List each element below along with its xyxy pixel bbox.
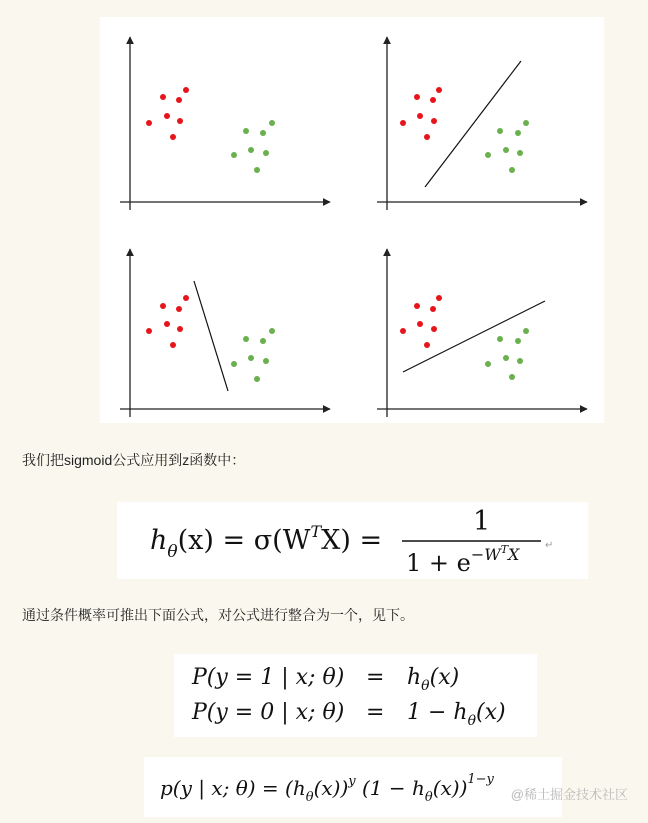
red-points — [400, 87, 442, 140]
f3-d: (x)) — [432, 776, 468, 800]
svg-text:1 + e−WTX — [406, 543, 520, 577]
formula-conditional-svg — [174, 654, 537, 737]
svg-text:p(y | x; θ) = (hθ(x))y (1 − hθ — [160, 772, 495, 805]
paragraph-sigmoid: 我们把sigmoid公式应用到z函数中： — [22, 452, 246, 468]
green-points — [231, 328, 275, 382]
f1-den-exp-tail: X — [508, 545, 520, 564]
f3-b-sup: y — [348, 774, 356, 789]
f1-lhs: h — [150, 525, 168, 556]
f1-den-exp: −W — [470, 545, 501, 564]
red-points — [400, 295, 442, 348]
f2-row1-right-sub: θ — [421, 678, 430, 694]
green-points — [485, 328, 529, 380]
f2-row1-eq: = — [366, 665, 385, 690]
f3-d-sup: 1−y — [467, 772, 494, 787]
decision-boundary — [194, 281, 228, 391]
decision-boundary — [425, 61, 521, 187]
f1-den-base: 1 + e — [406, 549, 471, 577]
f3-b: (x)) — [313, 776, 349, 800]
f3-a: p(y | x; θ) = (h — [160, 776, 306, 800]
f2-row2-left: P(y = 0 | x; θ) — [192, 700, 345, 725]
svg-text:hθ(x) = σ(WTX) = — [150, 522, 382, 562]
f2-row2-right-sub: θ — [467, 713, 477, 729]
formula-combined-svg — [144, 757, 562, 817]
panel-bottom-right — [377, 249, 587, 417]
f2-row2-right-arg: (x) — [476, 700, 506, 725]
f1-den-exp-sup: T — [500, 543, 509, 556]
formula-hypothesis-svg — [117, 502, 588, 579]
formula-conditional — [174, 654, 537, 737]
f3-a-sub: θ — [305, 790, 314, 805]
f2-row2-eq: = — [366, 700, 385, 725]
f3-c-sub: θ — [424, 790, 433, 805]
red-points — [146, 87, 189, 140]
panel-top-right — [377, 37, 587, 210]
f2-row2-right-pre: 1 − h — [407, 700, 468, 725]
panel-bottom-left — [120, 249, 330, 417]
f3-c: (1 − h — [355, 776, 425, 800]
formula-hypothesis — [117, 502, 588, 579]
formula-combined — [144, 757, 562, 817]
scatter-figure-svg — [100, 17, 604, 423]
panel-top-left — [120, 37, 330, 210]
paragraph-conditional-probability: 通过条件概率可推出下面公式，对公式进行整合为一个，见下。 — [22, 607, 414, 623]
return-mark: ↵ — [545, 540, 554, 551]
f1-numerator: 1 — [473, 506, 491, 537]
f2-row1-left: P(y = 1 | x; θ) — [192, 665, 345, 690]
red-points — [146, 295, 189, 348]
svg-text:1 − hθ(x) — [407, 700, 506, 729]
f2-row1-right-h: h — [407, 665, 422, 690]
f2-row1-right-arg: (x) — [429, 665, 460, 690]
f1-lhs-arg: (x) = σ(W — [177, 525, 311, 556]
f1-lhs-tail: X) = — [321, 525, 383, 556]
green-points — [485, 120, 529, 173]
scatter-figure — [100, 17, 604, 423]
green-points — [231, 120, 275, 173]
svg-text:hθ(x) — [407, 665, 459, 694]
f1-lhs-sup: T — [310, 522, 322, 541]
decision-boundary — [403, 301, 545, 372]
watermark: @稀土掘金技术社区 — [510, 787, 628, 802]
f1-lhs-sub: θ — [167, 542, 178, 562]
